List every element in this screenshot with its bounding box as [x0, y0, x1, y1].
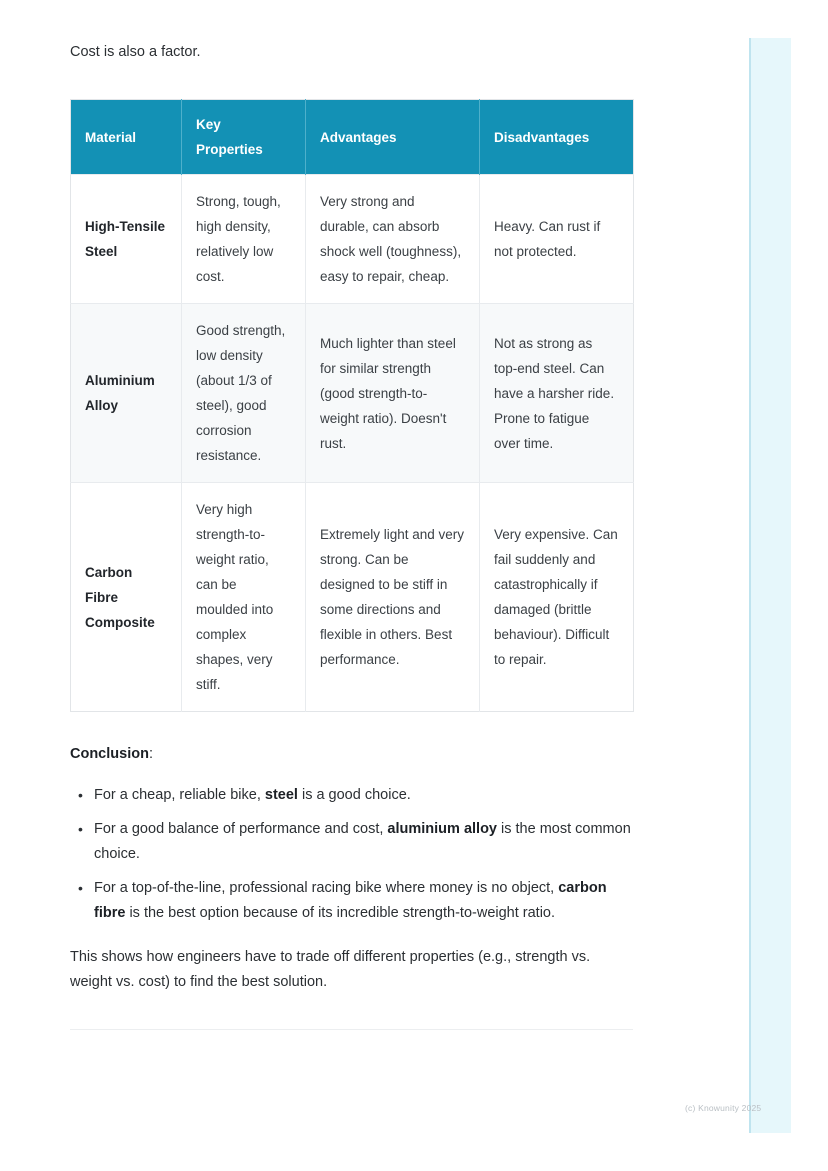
list-item-bold: aluminium alloy — [387, 821, 497, 837]
cell-key-properties: Very high strength-to-weight ratio, can be moulded into complex shapes, very stiff. — [182, 483, 306, 712]
list-item-pre: For a cheap, reliable bike, — [94, 787, 265, 803]
footer-credit: (c) Knowunity 2025 — [685, 1103, 762, 1113]
list-item — [78, 876, 635, 926]
list-item-pre: For a top-of-the-line, professional racing bike where money is no object, — [94, 880, 559, 896]
bullet-icon: • — [78, 821, 83, 837]
list-item-bold: steel — [264, 787, 298, 803]
right-accent-strip — [749, 38, 791, 1133]
closing-paragraph: This shows how engineers have to trade off different properties (e.g., strength vs. weight vs. cost) to find the best solution. — [70, 949, 591, 990]
intro-paragraph: Cost is also a factor. — [70, 44, 201, 60]
list-item-bold: carbon fibre — [94, 880, 607, 921]
list-item-pre: For a good balance of performance and cost, — [94, 821, 388, 837]
list-item-post: is a good choice. — [297, 787, 411, 803]
document-content — [70, 40, 635, 1030]
list-item — [78, 817, 635, 867]
cell-advantages: Much lighter than steel for similar strength (good strength-to-weight ratio). Doesn't rust. — [306, 304, 480, 483]
cell-advantages: Very strong and durable, can absorb shock well (toughness), easy to repair, cheap. — [306, 175, 480, 304]
column-header-material: Material — [71, 100, 182, 175]
list-item-post: is the best option because of its incredible strength-to-weight ratio. — [125, 905, 556, 921]
cell-disadvantages: Heavy. Can rust if not protected. — [480, 175, 634, 304]
conclusion-list — [70, 783, 635, 926]
table-row — [71, 483, 634, 712]
cell-material: Aluminium Alloy — [71, 304, 182, 483]
cell-disadvantages: Not as strong as top-end steel. Can have a harsher ride. Prone to fatigue over time. — [480, 304, 634, 483]
cell-key-properties: Good strength, low density (about 1/3 of steel), good corrosion resistance. — [182, 304, 306, 483]
cell-material: High-Tensile Steel — [71, 175, 182, 304]
materials-comparison-table — [70, 99, 634, 712]
cell-material: Carbon Fibre Composite — [71, 483, 182, 712]
table-row — [71, 304, 634, 483]
conclusion-heading-suffix: : — [148, 746, 153, 762]
column-header-advantages: Advantages — [306, 100, 480, 175]
table-header-row — [71, 100, 634, 175]
list-item — [78, 783, 635, 808]
conclusion-heading-bold: Conclusion — [70, 746, 149, 762]
bullet-icon: • — [78, 787, 83, 803]
bullet-icon: • — [78, 880, 83, 896]
list-item-post: is the most common choice. — [94, 821, 631, 862]
table-header — [71, 100, 634, 175]
column-header-key-properties: Key Properties — [182, 100, 306, 175]
footer-divider — [70, 1029, 633, 1030]
table-body — [71, 175, 634, 712]
table-row — [71, 175, 634, 304]
cell-disadvantages: Very expensive. Can fail suddenly and catastrophically if damaged (brittle behaviour). Difficult to repair. — [480, 483, 634, 712]
cell-advantages: Extremely light and very strong. Can be designed to be stiff in some directions and flexible in others. Best performance. — [306, 483, 480, 712]
cell-key-properties: Strong, tough, high density, relatively low cost. — [182, 175, 306, 304]
column-header-disadvantages: Disadvantages — [480, 100, 634, 175]
conclusion-heading — [70, 742, 635, 767]
